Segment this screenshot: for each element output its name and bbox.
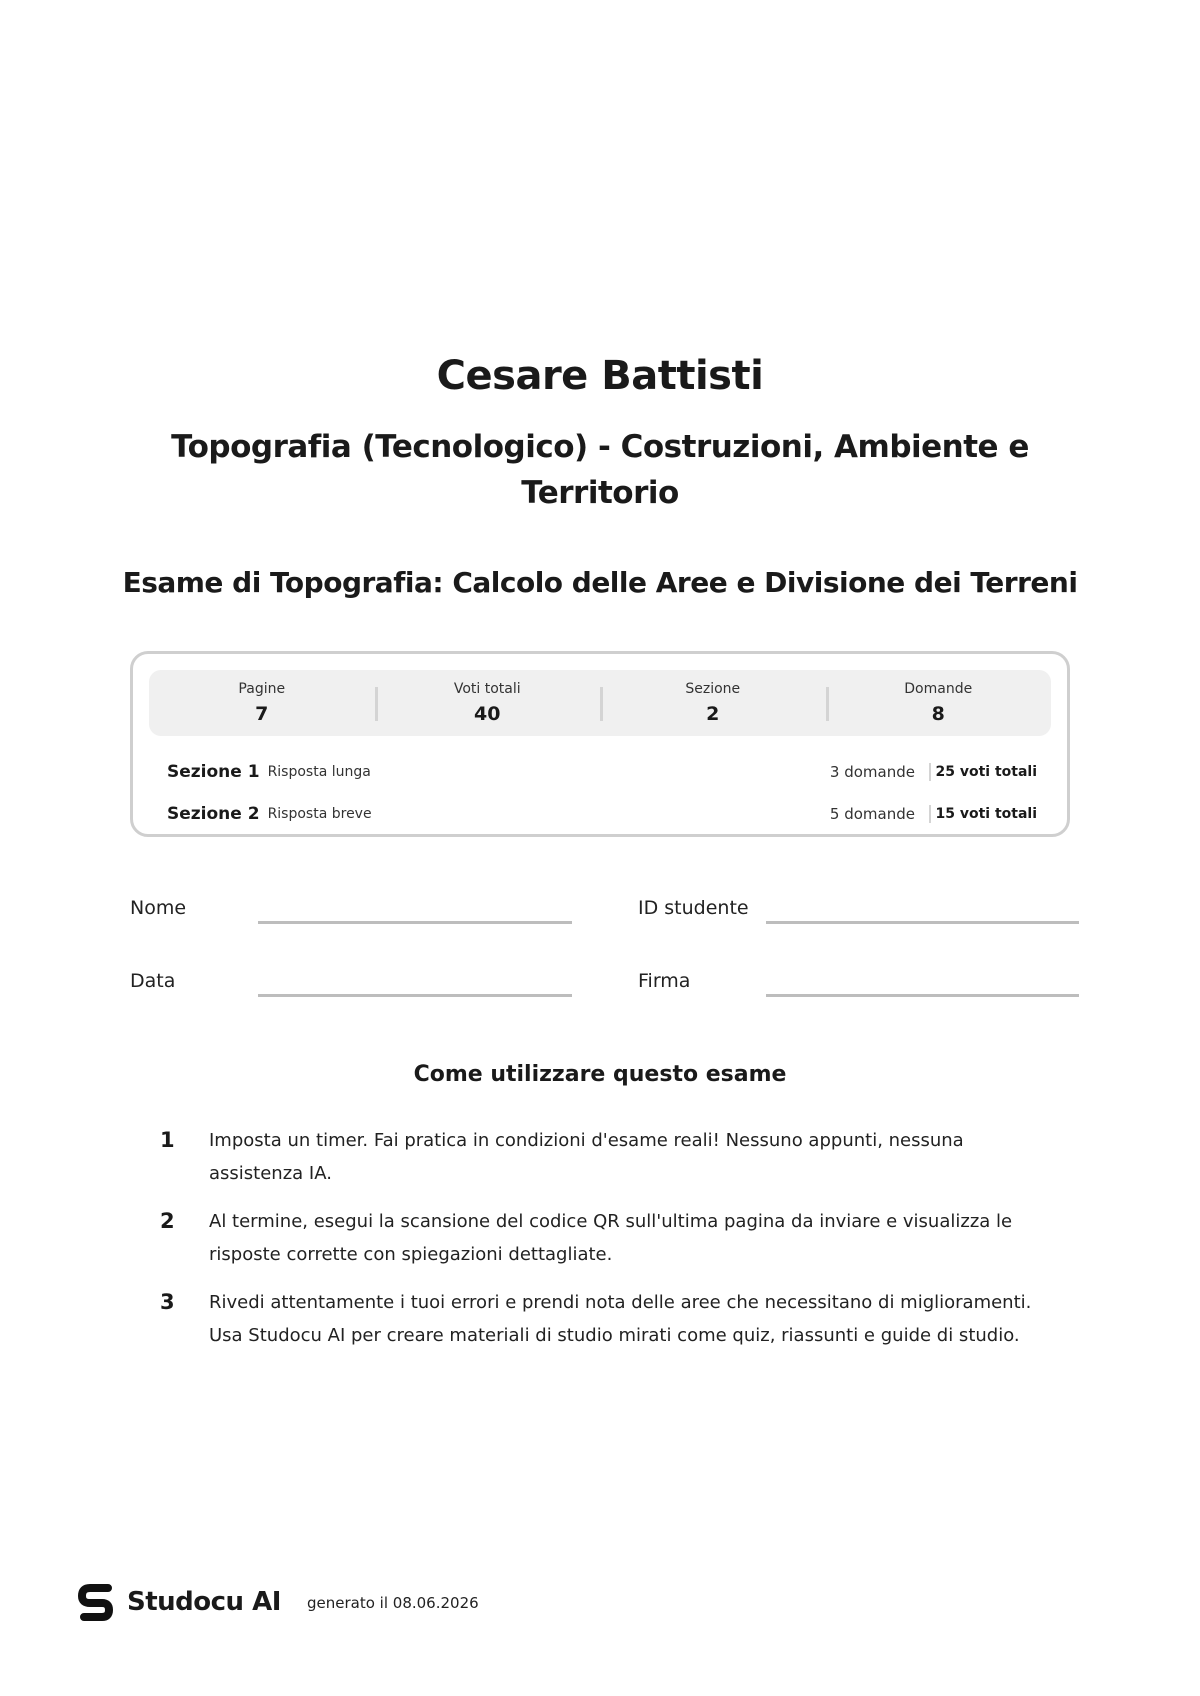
signature-field[interactable]	[766, 994, 1079, 997]
stat-questions	[826, 681, 1052, 725]
studocu-logo-icon	[78, 1583, 114, 1625]
date-field[interactable]	[258, 994, 572, 997]
exam-summary-card	[130, 651, 1070, 837]
step-text: Rivedi attentamente i tuoi errori e prendi nota delle aree che necessitano di miglioramenti. Usa Studocu AI per creare materiali di studio mirati come quiz, riassunti e guide di studio.	[209, 1292, 1032, 1346]
section-type: Risposta breve	[267, 806, 372, 822]
student-id-field-label: ID studente	[638, 897, 749, 919]
section-row-2	[167, 799, 1037, 829]
stat-total-marks	[375, 681, 601, 725]
section-name: Sezione 2	[167, 804, 260, 824]
stat-value: 8	[931, 703, 945, 725]
step-text: Imposta un timer. Fai pratica in condizioni d'esame reali! Nessuno appunti, nessuna assistenza IA.	[209, 1130, 964, 1184]
stat-label: Sezione	[685, 681, 741, 697]
course-subject: Topografia (Tecnologico) - Costruzioni, Ambiente e Territorio	[171, 429, 1029, 511]
exam-title: Esame di Topografia: Calcolo delle Aree e Divisione dei Terreni	[122, 566, 1078, 599]
step-number: 3	[160, 1290, 175, 1314]
step-number: 2	[160, 1209, 175, 1233]
stat-label: Voti totali	[453, 681, 521, 697]
student-id-field[interactable]	[766, 921, 1079, 924]
stat-pages	[149, 681, 375, 725]
section-marks: 25 voti totali	[935, 764, 1037, 780]
brand-name: Studocu AI	[127, 1587, 281, 1617]
instructions-title: Come utilizzare questo esame	[413, 1062, 787, 1087]
section-question-count: 5 domande	[819, 805, 931, 823]
section-question-count: 3 domande	[819, 763, 931, 781]
step-number: 1	[160, 1128, 175, 1152]
generated-date: generato il 08.06.2026	[307, 1594, 479, 1612]
section-marks: 15 voti totali	[935, 806, 1037, 822]
date-field-label: Data	[130, 970, 176, 992]
stats-bar	[149, 670, 1051, 736]
section-row-1	[167, 757, 1037, 787]
school-name: Cesare Battisti	[436, 353, 764, 399]
step-text: Al termine, esegui la scansione del codice QR sull'ultima pagina da inviare e visualizza le risposte corrette con spiegazioni dettagliate.	[209, 1211, 1013, 1265]
name-field-label: Nome	[130, 897, 187, 919]
stat-label: Domande	[904, 681, 973, 697]
signature-field-label: Firma	[638, 970, 691, 992]
section-type: Risposta lunga	[267, 764, 371, 780]
section-name: Sezione 1	[167, 762, 260, 782]
stat-value: 7	[255, 703, 269, 725]
stat-label: Pagine	[238, 681, 286, 697]
name-field[interactable]	[258, 921, 572, 924]
stat-value: 2	[706, 703, 720, 725]
stat-sections	[600, 681, 826, 725]
stat-value: 40	[474, 703, 501, 725]
